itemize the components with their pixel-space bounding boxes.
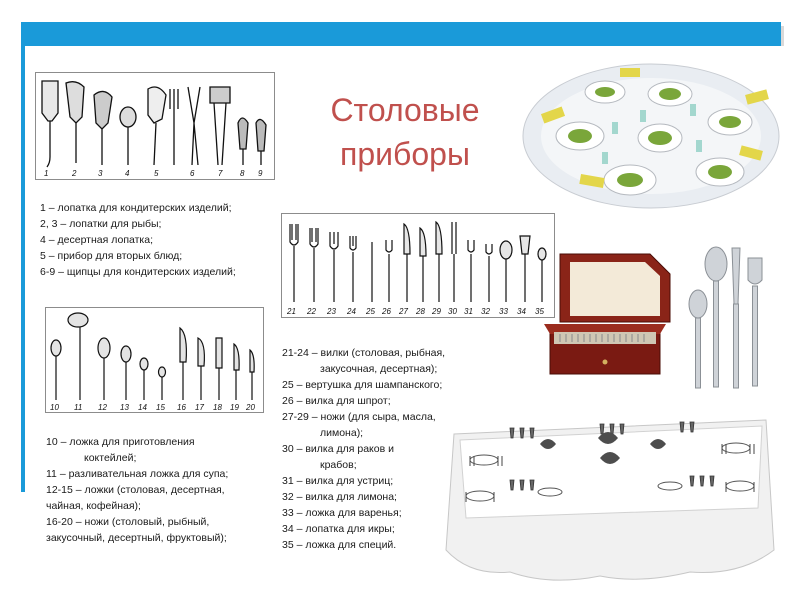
legend-line: 32 – вилка для лимона; <box>282 491 397 503</box>
legend-line: чайная, кофейная); <box>46 500 141 512</box>
utensil-number: 12 <box>98 403 107 412</box>
utensil-number: 14 <box>138 403 147 412</box>
legend-line: 4 – десертная лопатка; <box>40 234 153 246</box>
legend-line: закусочный, десертный, фруктовый); <box>46 532 227 544</box>
utensil-number: 4 <box>125 169 130 178</box>
cutlery-box-photo <box>540 234 770 394</box>
left-accent-bar <box>21 22 25 492</box>
page-title <box>300 88 510 176</box>
legend-line: 10 – ложка для приготовления <box>46 436 195 448</box>
legend-line: 31 – вилка для устриц; <box>282 475 394 487</box>
banquet-table-illustration <box>440 400 780 590</box>
legend-line: 30 – вилка для раков и <box>282 443 394 455</box>
utensil-number: 28 <box>416 307 425 316</box>
legend-line: 35 – ложка для специй. <box>282 539 397 551</box>
legend-line: закусочная, десертная); <box>320 363 438 375</box>
utensil-number: 2 <box>72 169 77 178</box>
utensil-number: 20 <box>246 403 255 412</box>
utensil-number: 31 <box>464 307 473 316</box>
utensil-number: 33 <box>499 307 508 316</box>
utensil-number: 5 <box>154 169 159 178</box>
utensil-number: 10 <box>50 403 59 412</box>
legend-line: 34 – лопатка для икры; <box>282 523 395 535</box>
utensil-number: 3 <box>98 169 103 178</box>
legend-line: 12-15 – ложки (столовая, десертная, <box>46 484 225 496</box>
utensil-number: 16 <box>177 403 186 412</box>
utensil-number: 21 <box>287 307 296 316</box>
legend-serving-utensils <box>40 200 236 280</box>
legend-line: 2, 3 – лопатки для рыбы; <box>40 218 162 230</box>
legend-line: 5 – прибор для вторых блюд; <box>40 250 183 262</box>
title-line: Столовые <box>330 92 480 128</box>
utensil-number: 18 <box>213 403 222 412</box>
legend-spoons-knives <box>46 434 228 546</box>
utensil-number: 6 <box>190 169 195 178</box>
utensil-number: 34 <box>517 307 526 316</box>
legend-line: коктейлей; <box>84 452 137 464</box>
utensil-number: 15 <box>156 403 165 412</box>
legend-line: 1 – лопатка для кондитерских изделий; <box>40 202 232 214</box>
illustration-forks-knives <box>281 213 555 318</box>
utensil-number: 13 <box>120 403 129 412</box>
utensil-number: 26 <box>382 307 391 316</box>
utensil-number: 23 <box>327 307 336 316</box>
legend-line: 11 – разливательная ложка для супа; <box>46 468 229 480</box>
header-accent-bar <box>21 22 781 46</box>
utensil-number: 32 <box>481 307 490 316</box>
utensil-number: 17 <box>195 403 204 412</box>
legend-line: лимона); <box>320 427 364 439</box>
utensil-number: 35 <box>535 307 544 316</box>
utensil-number: 24 <box>347 307 356 316</box>
utensil-number: 7 <box>218 169 223 178</box>
utensil-number: 19 <box>230 403 239 412</box>
legend-line: 25 – вертушка для шампанского; <box>282 379 443 391</box>
title-line: приборы <box>340 136 470 172</box>
legend-line: 21-24 – вилки (столовая, рыбная, <box>282 347 446 359</box>
utensil-number: 25 <box>366 307 375 316</box>
legend-line: 16-20 – ножи (столовый, рыбный, <box>46 516 210 528</box>
utensil-number: 11 <box>74 403 83 412</box>
illustration-spoons-knives <box>45 307 264 413</box>
header-bar-shadow <box>781 26 784 46</box>
utensil-number: 29 <box>432 307 441 316</box>
legend-line: 6-9 – щипцы для кондитерских изделий; <box>40 266 236 278</box>
legend-line: крабов; <box>320 459 357 471</box>
legend-forks-knives <box>282 345 445 553</box>
legend-line: 33 – ложка для варенья; <box>282 507 402 519</box>
table-setting-photo <box>520 52 782 212</box>
utensil-number: 27 <box>399 307 408 316</box>
utensil-number: 1 <box>44 169 49 178</box>
legend-line: 27-29 – ножи (для сыра, масла, <box>282 411 436 423</box>
legend-line: 26 – вилка для шпрот; <box>282 395 391 407</box>
utensil-number: 30 <box>448 307 457 316</box>
utensil-number: 8 <box>240 169 245 178</box>
utensil-number: 22 <box>307 307 316 316</box>
illustration-serving-utensils <box>35 72 275 180</box>
utensil-number: 9 <box>258 169 263 178</box>
